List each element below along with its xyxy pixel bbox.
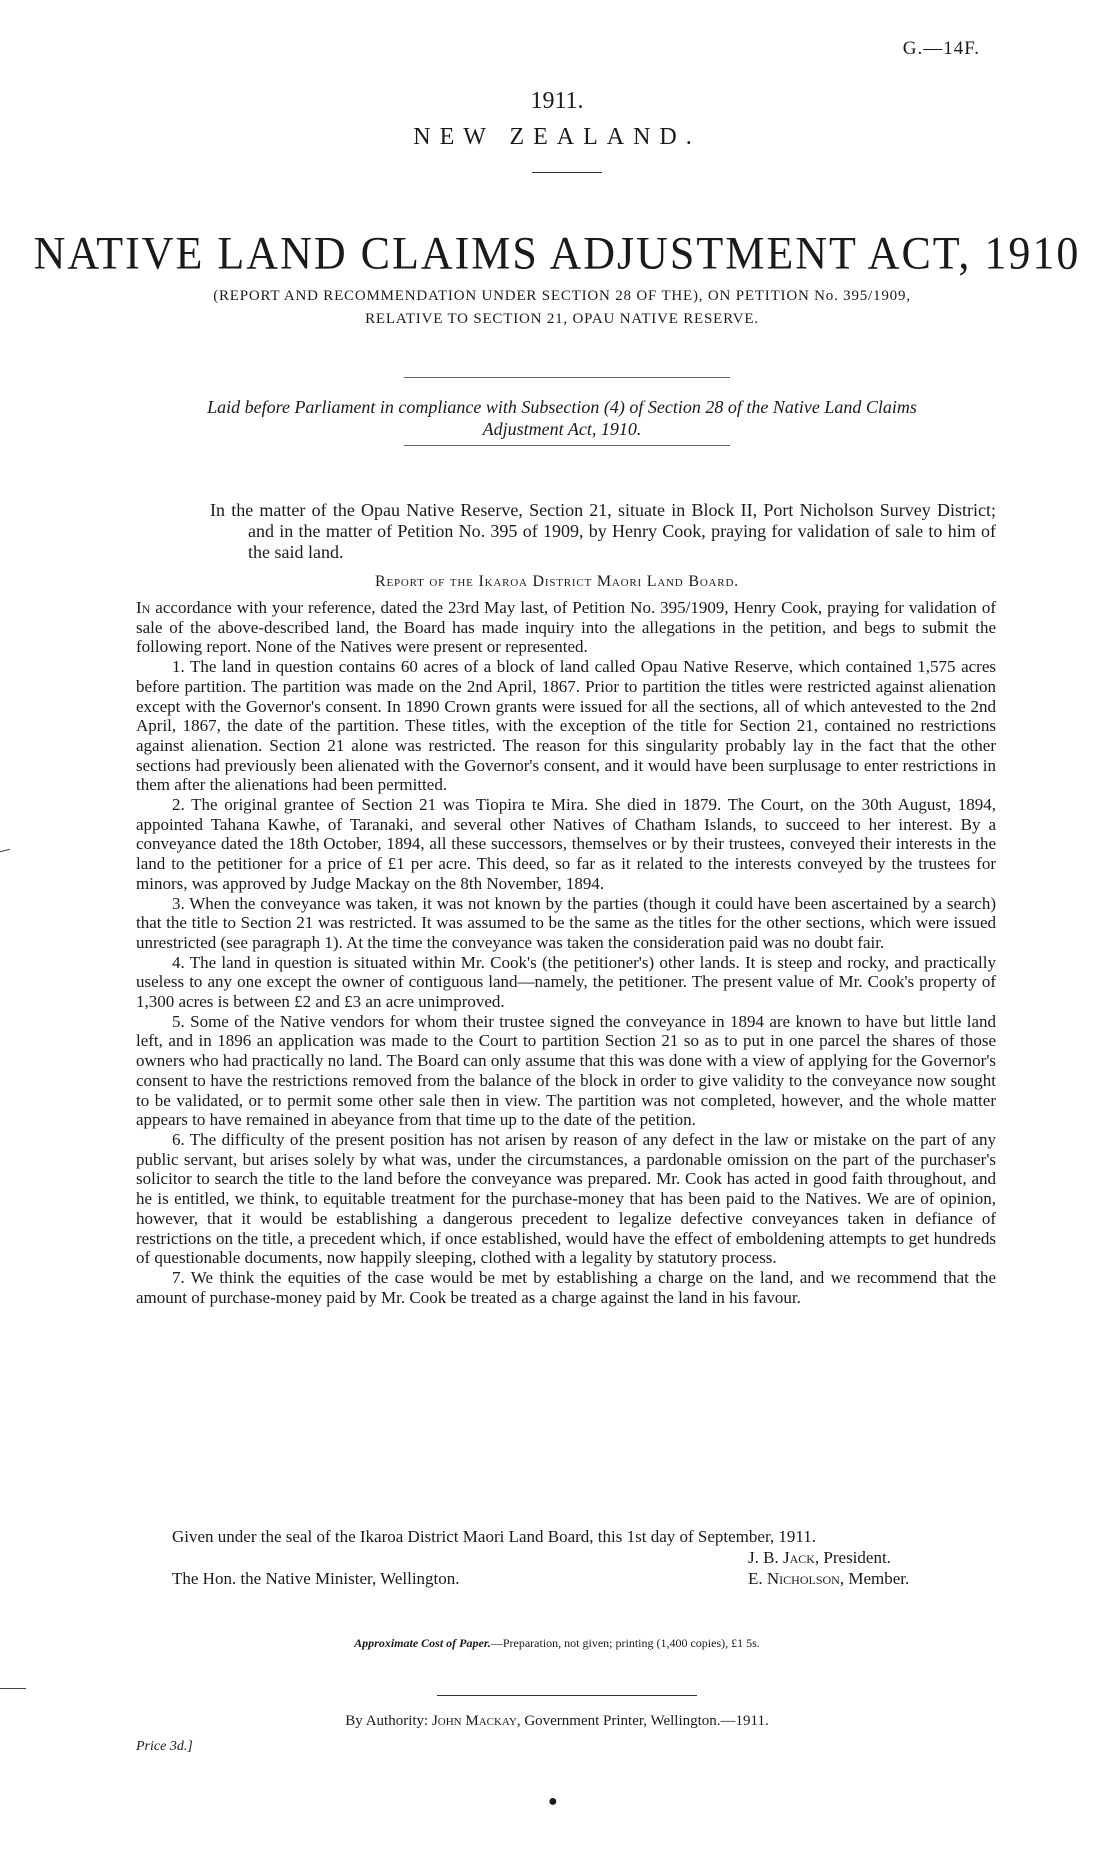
addressee xyxy=(172,1569,692,1589)
member-signature xyxy=(748,1569,1008,1589)
margin-mark-upper xyxy=(0,849,10,853)
report-body xyxy=(136,598,996,1307)
document-country: NEW ZEALAND. xyxy=(413,124,701,150)
president-role: , President. xyxy=(814,1548,891,1567)
cost-label: Approximate Cost of Paper. xyxy=(354,1636,491,1650)
subtitle-line-2: RELATIVE TO SECTION 21, OPAU NATIVE RESERVE. xyxy=(365,311,759,327)
president-signature xyxy=(748,1548,1008,1568)
footer-divider xyxy=(437,1695,697,1696)
paragraph-4: 4. The land in question is situated within Mr. Cook's (the petitioner's) other lands. It is steep and rocky, and practically useless to any one except the owner of contiguous land—namely, the petitioner. The present value of Mr. Cook's property of 1,300 acres is between £2 and £3 an acre unimproved. xyxy=(136,952,996,1012)
intro-paragraph xyxy=(136,598,996,657)
bullet-mark: ● xyxy=(548,1793,558,1810)
paragraph-5: 5. Some of the Native vendors for whom their trustee signed the conveyance in 1894 are known to have but little land left, and in 1896 an application was made to the Court to partition Section 21 so as to put in one parcel the shares of those owners who had practically no land. The Board can only assume that this was done with a view of applying for the Governor's consent to have the restrictions removed from the balance of the block in order to give validity to the conveyance now sought to be validated, or to permit some other sale then in view. The partition was not completed, however, and the whole matter appears to have remained in abeyance from that time up to the date of the petition. xyxy=(136,1011,996,1130)
document-year: 1911. xyxy=(530,88,584,114)
report-heading: Report of the Ikaroa District Maori Land Board. xyxy=(374,573,739,590)
addressee-text: The Hon. the Native Minister, Wellington. xyxy=(172,1569,460,1588)
authority-prefix: By Authority: xyxy=(345,1713,432,1729)
notice-divider xyxy=(404,445,730,446)
matter-text: In the matter of the Opau Native Reserve, Section 21, situate in Block II, Port Nicholson Survey District; and in the matter of Petition No. 395 of 1909, by Henry Cook, praying for validation of sale to him of the said land. xyxy=(210,500,996,562)
intro-text: accordance with your reference, dated the 23rd May last, of Petition No. 395/1909, Henry Cook, praying for validation of sale of the above-described land, the Board has made inquiry into the allegations in the petition, and begs to submit the following report. None of the Natives were present or represented. xyxy=(136,598,996,657)
matter-statement xyxy=(210,500,996,563)
given-under-seal xyxy=(136,1527,996,1547)
cost-text: —Preparation, not given; printing (1,400 copies), £1 5s. xyxy=(490,1636,760,1650)
authority-suffix: , Government Printer, Wellington.—1911. xyxy=(516,1713,769,1729)
paragraph-7: 7. We think the equities of the case would be met by establishing a charge on the land, and we recommend that the amount of purchase-money paid by Mr. Cook be treated as a charge against the land in his favour. xyxy=(136,1267,996,1307)
printing-authority xyxy=(0,1713,1114,1730)
approximate-cost xyxy=(0,1636,1114,1651)
member-role: , Member. xyxy=(839,1569,910,1588)
paragraph-2: 2. The original grantee of Section 21 was Tiopira te Mira. She died in 1879. The Court, on the 30th August, 1894, appointed Tahana Kawhe, of Taranaki, and several other Natives of Chatham Islands, to succeed to her interest. By a conveyance dated the 18th October, 1894, all these successors, themselves or by their trustees, conveyed their interests in the land to the petitioner for a price of £1 per acre. This deed, so far as it related to the interests conveyed by the trustees for minors, was approved by Judge Mackay on the 8th November, 1894. xyxy=(136,795,996,893)
document-title: NATIVE LAND CLAIMS ADJUSTMENT ACT, 1910 xyxy=(33,227,1081,280)
subtitle-line-1: (REPORT AND RECOMMENDATION UNDER SECTION 28 OF THE), ON PETITION No. 395/1909, xyxy=(213,288,911,304)
laid-before-notice xyxy=(130,396,994,440)
margin-mark-lower xyxy=(0,1688,26,1689)
given-text: Given under the seal of the Ikaroa District Maori Land Board, this 1st day of September, 1911. xyxy=(172,1527,817,1546)
document-reference: G.—14F. xyxy=(902,38,980,59)
header-divider xyxy=(532,172,602,173)
intro-lead: In xyxy=(136,598,151,617)
title-divider xyxy=(404,377,730,378)
paragraph-6: 6. The difficulty of the present position has not arisen by reason of any defect in the law or mistake on the part of any public servant, but arises solely by what was, under the circumstances, a pardonable omission on the part of the purchaser's solicitor to search the title to the land before the conveyance was prepared. Mr. Cook has acted in good faith throughout, and he is entitled, we think, to equitable treatment for the purchase-money that has been paid to the Natives. We are of opinion, however, that it would be establishing a dangerous precedent to legalize defective conveyances taken in defiance of restrictions on the title, a precedent which, if once established, would have the effect of emboldening attempts to get hundreds of questionable documents, now happily sleeping, clothed with a legality by statutory process. xyxy=(136,1129,996,1268)
document-subtitle xyxy=(130,285,994,331)
price: Price 3d.] xyxy=(136,1739,193,1754)
paragraph-3: 3. When the conveyance was taken, it was not known by the parties (though it could have been ascertained by a search) that the title to Section 21 was restricted. It was assumed to be the same as the titles for the other sections, which were issued unrestricted (see paragraph 1). At the time the conveyance was taken the consideration paid was no doubt fair. xyxy=(136,893,996,952)
laid-before-line-1: Laid before Parliament in compliance with Subsection (4) of Section 28 of the Native Land Claims xyxy=(207,397,917,417)
member-name: E. Nicholson xyxy=(748,1569,840,1588)
paragraph-1: 1. The land in question contains 60 acres of a block of land called Opau Native Reserve, which contained 1,575 acres before partition. The partition was made on the 2nd April, 1867. Prior to partition the titles were restricted against alienation except with the Governor's consent. In 1890 Crown grants were issued for all the sections, all of which antevested to the 2nd April, 1867, the date of the partition. These titles, with the exception of the title for Section 21, contained no restrictions against alienation. Section 21 alone was restricted. The reason for this singularity probably lay in the fact that the other sections had previously been alienated with the Governor's consent, and it would have been surplusage to enter restrictions in them after the alienations had been permitted. xyxy=(136,657,996,795)
laid-before-line-2: Adjustment Act, 1910. xyxy=(482,419,642,439)
president-name: J. B. Jack xyxy=(748,1548,815,1567)
printer-name: John Mackay xyxy=(431,1713,517,1729)
